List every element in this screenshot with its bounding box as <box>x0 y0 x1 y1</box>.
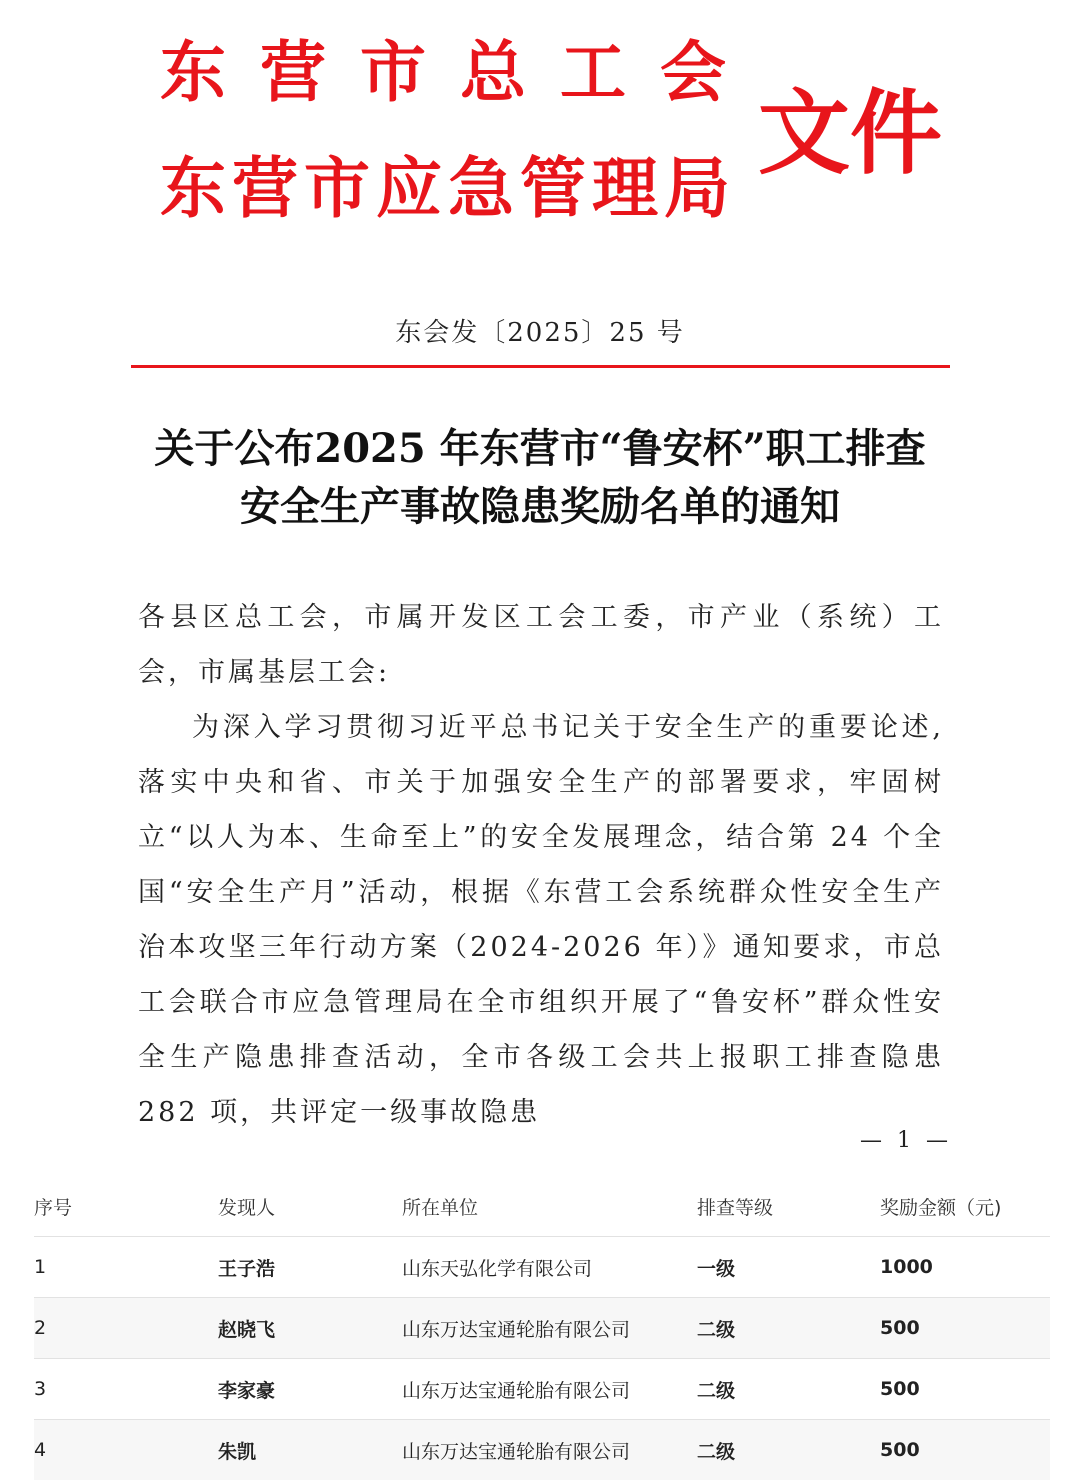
award-table <box>34 1176 1050 1480</box>
header-discoverer: 发现人 <box>218 1196 276 1219</box>
title-line-1: 关于公布2025 年东营市“鲁安杯”职工排查 <box>154 425 926 472</box>
header-unit: 所在单位 <box>402 1196 479 1219</box>
cell-name: 王子浩 <box>218 1237 402 1298</box>
cell-name: 李家豪 <box>218 1359 402 1420</box>
addressee: 各县区总工会，市属开发区工会工委，市产业（系统）工会，市属基层工会: <box>138 602 944 688</box>
table-row <box>34 1298 1050 1359</box>
cell-grade: 一级 <box>697 1237 880 1298</box>
table-row <box>34 1237 1050 1298</box>
cell-name: 赵晓飞 <box>218 1298 402 1359</box>
cell-grade: 二级 <box>697 1359 880 1420</box>
cell-index: 3 <box>34 1359 218 1420</box>
cell-unit: 山东天弘化学有限公司 <box>402 1237 697 1298</box>
award-table-container <box>0 1176 1080 1482</box>
document-header <box>0 0 1080 250</box>
cell-amount: 500 <box>880 1359 1050 1420</box>
red-divider <box>131 365 950 368</box>
cell-name: 朱凯 <box>218 1420 402 1481</box>
cell-unit: 山东万达宝通轮胎有限公司 <box>402 1359 697 1420</box>
body-paragraph: 为深入学习贯彻习近平总书记关于安全生产的重要论述,落实中央和省、市关于加强安全生产的部署要求，牢固树立“以人为本、生命至上”的安全发展理念，结合第 24 个全国“安全生产月”活动，根据《东营工会系统群众性安全生产治本攻坚三年行动方案（2024-2026 年）》通知要求，市总工会联合市应急管理局在全市组织开展了“鲁安杯”群众性安全生产隐患排查活动，全市各级工会共上报职工排查隐患 282 项，共评定一级事故隐患 <box>138 712 944 1128</box>
cell-amount: 500 <box>880 1298 1050 1359</box>
cell-amount: 1000 <box>880 1237 1050 1298</box>
page-number: — 1 — <box>860 1128 952 1153</box>
header-index: 序号 <box>34 1196 73 1219</box>
table-header-row <box>34 1176 1050 1237</box>
org-name-emergency-bureau: 东营市应急管理局 <box>160 149 736 227</box>
cell-unit: 山东万达宝通轮胎有限公司 <box>402 1298 697 1359</box>
cell-index: 4 <box>34 1420 218 1481</box>
org-name-trade-union: 东营市总工会 <box>160 33 760 111</box>
cell-index: 2 <box>34 1298 218 1359</box>
page-title <box>0 420 1080 536</box>
header-grade: 排查等级 <box>697 1196 774 1219</box>
cell-amount: 500 <box>880 1420 1050 1481</box>
cell-index: 1 <box>34 1237 218 1298</box>
document-number: 东会发〔2025〕25 号 <box>395 318 685 348</box>
table-row <box>34 1359 1050 1420</box>
cell-unit: 山东万达宝通轮胎有限公司 <box>402 1420 697 1481</box>
title-line-2: 安全生产事故隐患奖励名单的通知 <box>240 483 840 530</box>
table-row <box>34 1420 1050 1481</box>
doc-type-label: 文件 <box>758 79 943 187</box>
header-amount: 奖励金额（元) <box>880 1196 1002 1219</box>
cell-grade: 二级 <box>697 1298 880 1359</box>
cell-grade: 二级 <box>697 1420 880 1481</box>
